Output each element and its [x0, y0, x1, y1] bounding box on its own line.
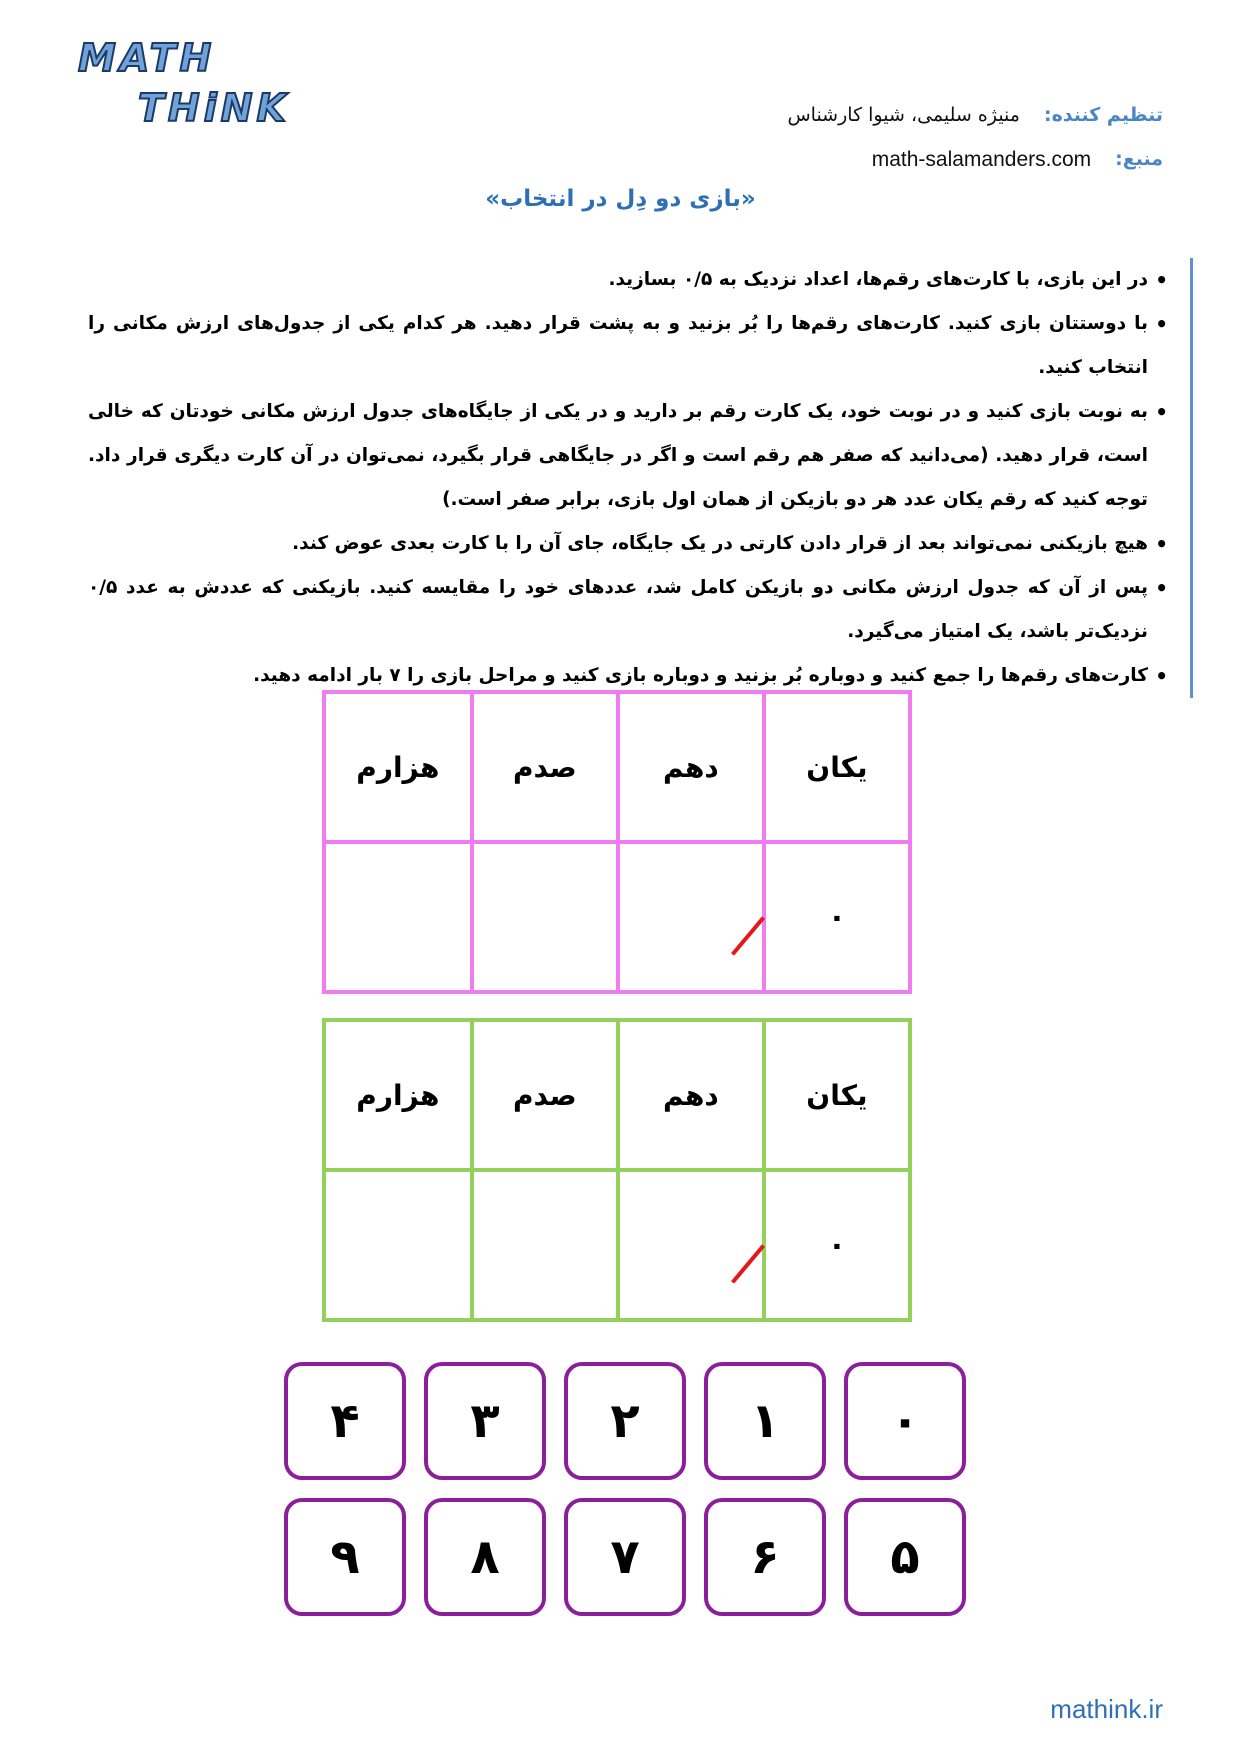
digit-card-7[interactable]: ۷ [564, 1498, 686, 1616]
source-label: منبع: [1115, 148, 1163, 170]
digit-card-5[interactable]: ۵ [844, 1498, 966, 1616]
header-units: یکان [764, 692, 910, 842]
hundredths-cell[interactable] [472, 842, 618, 992]
digit-card-6[interactable]: ۶ [704, 1498, 826, 1616]
rule-item: • به نوبت بازی کنید و در نوبت خود، یک کارت رقم بر دارید و در یکی از جایگاه‌های جدول ارزش مکانی خودتان که خالی است، قرار دهید. (می‌دانید که صفر هم رقم است و اگر در جایگاهی قرار بگیرد، نمی‌توان در آن کارت دیگری قرار داد. توجه کنید که رقم یکان عدد هر دو بازیکن از همان اول بازی، برابر صفر است.) [88, 390, 1168, 522]
rule-item: • با دوستتان بازی کنید. کارت‌های رقم‌ها را بُر بزنید و به پشت قرار دهید. هر کدام یکی از جدول‌های ارزش مکانی را انتخاب کنید. [88, 302, 1168, 390]
digit-cards-row-2 [276, 1498, 966, 1616]
digit-card-4[interactable]: ۴ [284, 1362, 406, 1480]
rule-item: • پس از آن که جدول ارزش مکانی دو بازیکن کامل شد، عددهای خود را مقایسه کنید. بازیکنی که عددش به عدد ۰/۵ نزدیک‌تر باشد، یک امتیاز می‌گیرد. [88, 566, 1168, 654]
header-hundredths: صدم [472, 692, 618, 842]
header-tenths: دهم [618, 692, 764, 842]
worksheet-title: «بازی دو دِل در انتخاب» [485, 186, 756, 212]
logo-word-math: MATH [78, 36, 216, 80]
math-think-logo [78, 36, 290, 136]
header-hundredths: صدم [472, 1020, 618, 1170]
digit-card-8[interactable]: ۸ [424, 1498, 546, 1616]
author-row [787, 104, 1163, 126]
units-digit: ۰ [827, 899, 847, 935]
digit-card-2[interactable]: ۲ [564, 1362, 686, 1480]
author-value: منیژه سلیمی، شیوا کارشناس [787, 104, 1020, 126]
rule-item: • کارت‌های رقم‌ها را جمع کنید و دوباره بُر بزنید و دوباره بازی کنید و مراحل بازی را ۷ بار ادامه دهید. [88, 654, 1168, 698]
units-cell [764, 842, 910, 992]
rule-item: • در این بازی، با کارت‌های رقم‌ها، اعداد نزدیک به ۰/۵ بسازید. [88, 258, 1168, 302]
thousandths-cell[interactable] [324, 1170, 472, 1320]
header-units: یکان [764, 1020, 910, 1170]
place-value-table-player-2 [322, 1018, 912, 1322]
digit-card-0[interactable]: ۰ [844, 1362, 966, 1480]
rule-item: • هیچ بازیکنی نمی‌تواند بعد از قرار دادن کارتی در یک جایگاه، جای آن را با کارت بعدی عوض کند. [88, 522, 1168, 566]
tenths-cell[interactable] [618, 842, 764, 992]
units-digit: ۰ [827, 1227, 847, 1263]
digit-card-1[interactable]: ۱ [704, 1362, 826, 1480]
rules-list [88, 258, 1193, 698]
logo-word-think: THiNK [138, 86, 290, 130]
hundredths-cell[interactable] [472, 1170, 618, 1320]
header-thousandths: هزارم [324, 692, 472, 842]
digit-cards-row-1 [276, 1362, 966, 1480]
tenths-cell[interactable] [618, 1170, 764, 1320]
units-cell [764, 1170, 910, 1320]
thousandths-cell[interactable] [324, 842, 472, 992]
footer-link[interactable]: mathink.ir [1050, 1694, 1163, 1724]
header-thousandths: هزارم [324, 1020, 472, 1170]
author-label: تنظیم کننده: [1043, 104, 1163, 126]
place-value-table-player-1 [322, 690, 912, 994]
header-tenths: دهم [618, 1020, 764, 1170]
digit-card-3[interactable]: ۳ [424, 1362, 546, 1480]
digit-card-9[interactable]: ۹ [284, 1498, 406, 1616]
source-value: math-salamanders.com [871, 148, 1092, 171]
source-row [872, 148, 1163, 172]
